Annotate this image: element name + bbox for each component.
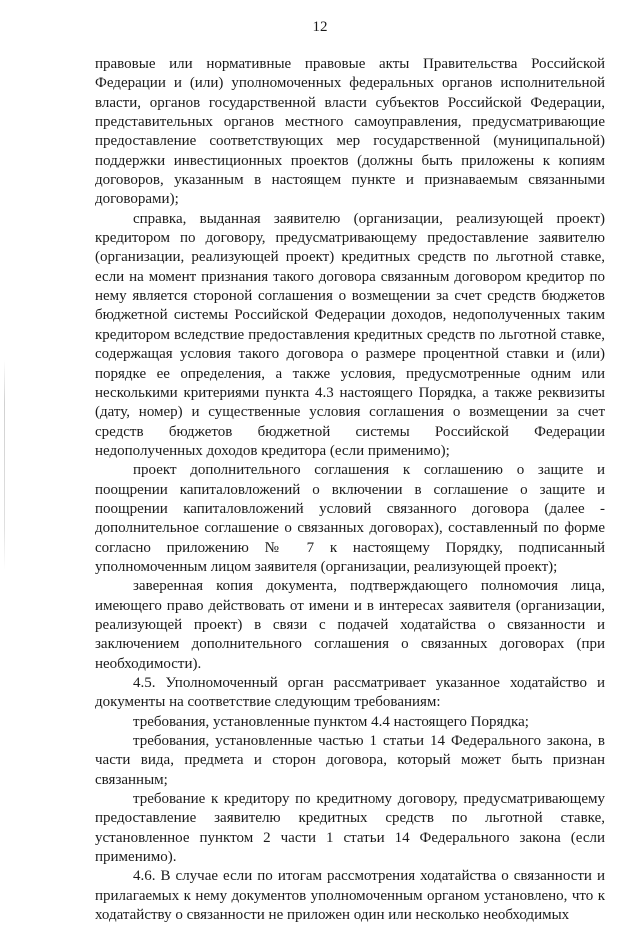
document-body (95, 55, 605, 925)
paragraph-requirement-part-1: требования, установленные частью 1 статьи 14 Федерального закона, в части вида, предмета и сторон договора, который может быть признан связанным; (95, 733, 605, 788)
paragraph-requirement-creditor: требование к кредитору по кредитному договору, предусматривающему предоставление заявителю кредитных средств по льготной ставке, установленное пунктом 2 части 1 статьи 14 Федерального закона (если применимо). (95, 791, 605, 866)
paragraph-clause-4-6: 4.6. В случае если по итогам рассмотрения ходатайства о связанности и прилагаемых к нему документов уполномоченным органом установлено, что к ходатайству о связанности не приложен один или несколько необходимых (95, 868, 605, 924)
paragraph-certified-copy: заверенная копия документа, подтверждающего полномочия лица, имеющего право действовать от имени и в интересах заявителя (организации, реализующей проект) в связи с подачей ходатайства о связанности и заключением дополнительного соглашения о связанных договорах (при необходимости). (95, 578, 605, 672)
paragraph-draft-supplementary-agreement: проект дополнительного соглашения к соглашению о защите и поощрении капиталовложений о включении в соглашение о защите и поощрении капиталовложений условий связанного договора (далее - дополнительное соглашение о связанных договорах), составленный по форме согласно приложению № 7 к настоящему Порядку, подписанный уполномоченным лицом заявителя (организации, реализующей проект); (95, 462, 605, 575)
paragraph-requirement-4-4: требования, установленные пунктом 4.4 настоящего Порядка; (133, 713, 529, 730)
paragraph-creditor-certificate: справка, выданная заявителю (организации, реализующей проект) кредитором по договору, предусматривающему предоставление заявителю (организации, реализующей проект) кредитных средств по льготной ставке, если на момент признания такого договора связанным договором кредитор по нему является стороной соглашения о возмещении за счет средств бюджетов бюджетной системы Российской Федерации доходов, недополученных таким кредитором вследствие предоставления кредитных средств по льготной ставке, содержащая условия такого договора о размере процентной ставки и (или) порядке ее определения, а также условия, предусмотренные одним или несколькими критериями пункта 4.3 настоящего Порядка, а также реквизиты (дату, номер) и существенные условия соглашения о возмещении за счет средств бюджетов бюджетной системы Российской Федерации недополученных доходов кредитора (если применимо); (95, 210, 605, 459)
scan-margin-mark (4, 360, 5, 570)
paragraph-clause-4-5: 4.5. Уполномоченный орган рассматривает указанное ходатайство и документы на соответствие следующим требованиям: (95, 675, 605, 711)
page-number: 12 (312, 19, 328, 35)
paragraph-legal-acts: правовые или нормативные правовые акты Правительства Российской Федерации и (или) уполномоченных федеральных органов исполнительной власти, органов государственной власти субъектов Российской Федерации, представительных органов местного самоуправления, предусматривающие предоставление соответствующих мер государственной (муниципальной) поддержки инвестиционных проектов (должны быть приложены к копиям договоров, указанным в настоящем пункте и признаваемым связанными договорами); (95, 56, 605, 208)
